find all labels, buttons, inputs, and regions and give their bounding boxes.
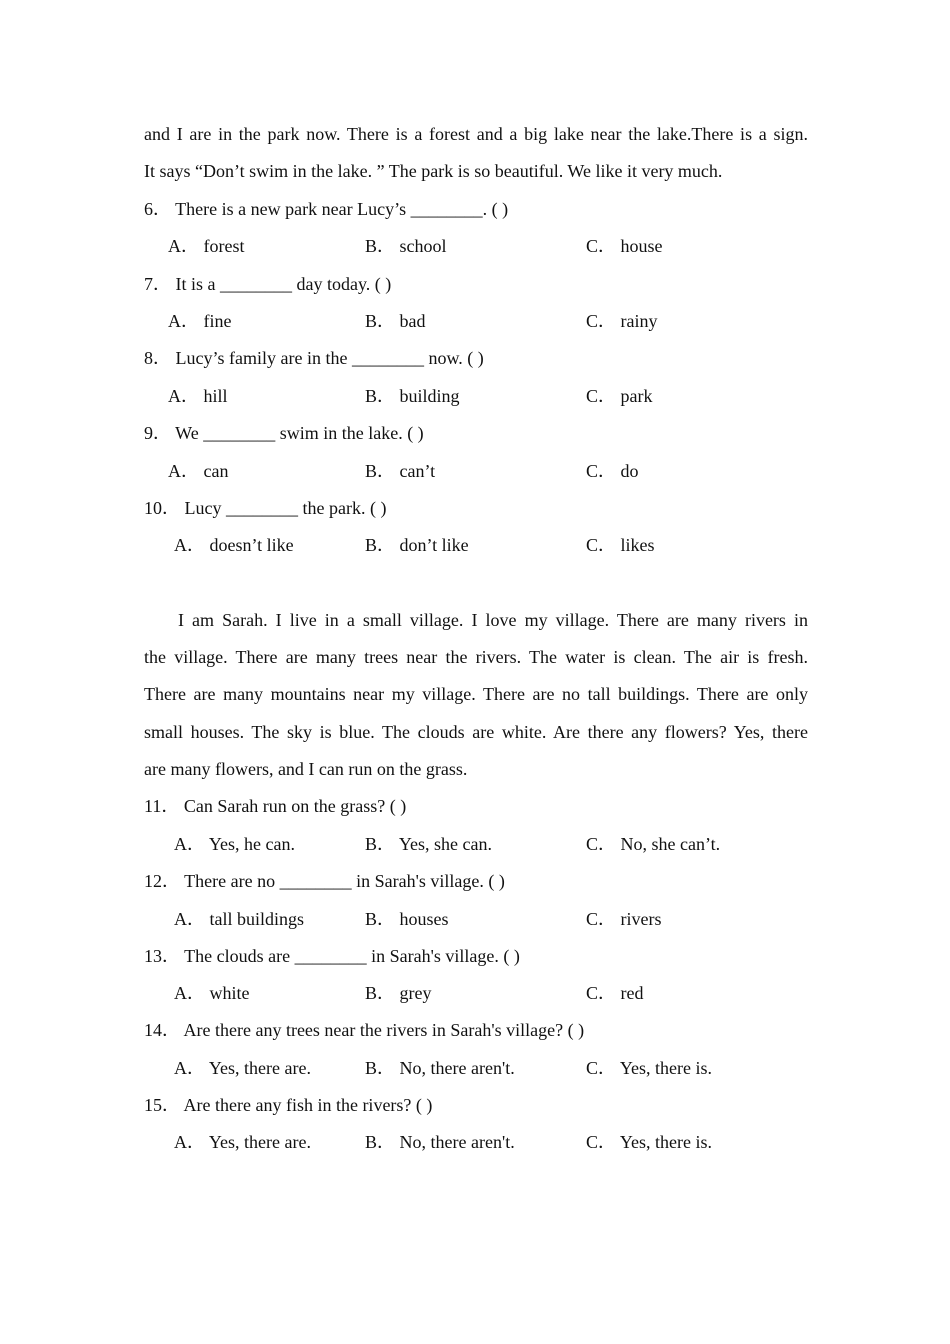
question-10: 10． Lucy ________ the park. ( ) <box>144 498 387 518</box>
question-14-option-b: B． No, there aren't. <box>365 1058 515 1078</box>
question-15: 15． Are there any fish in the rivers? ( ) <box>144 1095 433 1115</box>
passage2-line: the village. There are many trees near the rivers. The water is clean. The air is fresh. <box>144 647 808 667</box>
question-7-option-c: C． rainy <box>586 311 658 331</box>
question-12-option-b: B． houses <box>365 909 449 929</box>
passage1-line: It says “Don’t swim in the lake. ” The park is so beautiful. We like it very much. <box>144 161 723 181</box>
question-13-option-c: C． red <box>586 983 644 1003</box>
question-14-option-a: A． Yes, there are. <box>174 1058 311 1078</box>
question-9: 9． We ________ swim in the lake. ( ) <box>144 423 424 443</box>
question-9-option-c: C． do <box>586 461 639 481</box>
question-15-option-c: C． Yes, there is. <box>586 1132 713 1152</box>
question-6-option-c: C． house <box>586 236 663 256</box>
question-7: 7． It is a ________ day today. ( ) <box>144 274 392 294</box>
question-10-option-b: B． don’t like <box>365 535 469 555</box>
question-8: 8． Lucy’s family are in the ________ now. ( ) <box>144 348 484 368</box>
question-14: 14． Are there any trees near the rivers in Sarah's village? ( ) <box>144 1020 585 1040</box>
passage2-line: small houses. The sky is blue. The clouds are white. Are there any flowers? Yes, there <box>144 722 808 742</box>
passage2-line: I am Sarah. I live in a small village. I love my village. There are many rivers in <box>178 610 808 630</box>
question-11: 11． Can Sarah run on the grass? ( ) <box>144 796 407 816</box>
question-9-option-b: B． can’t <box>365 461 436 481</box>
question-6-option-b: B． school <box>365 236 447 256</box>
question-7-option-a: A． fine <box>168 311 232 331</box>
question-11-option-b: B． Yes, she can. <box>365 834 493 854</box>
question-11-option-c: C． No, she can’t. <box>586 834 721 854</box>
question-6: 6． There is a new park near Lucy’s ________. ( ) <box>144 199 509 219</box>
question-15-option-a: A． Yes, there are. <box>174 1132 311 1152</box>
question-13-option-a: A． white <box>174 983 250 1003</box>
question-8-option-a: A． hill <box>168 386 228 406</box>
question-15-option-b: B． No, there aren't. <box>365 1132 515 1152</box>
question-12-option-a: A． tall buildings <box>174 909 304 929</box>
question-14-option-c: C． Yes, there is. <box>586 1058 713 1078</box>
question-9-option-a: A． can <box>168 461 229 481</box>
question-13-option-b: B． grey <box>365 983 432 1003</box>
question-6-option-a: A． forest <box>168 236 245 256</box>
question-8-option-c: C． park <box>586 386 653 406</box>
question-7-option-b: B． bad <box>365 311 426 331</box>
question-13: 13． The clouds are ________ in Sarah's village. ( ) <box>144 946 520 966</box>
question-12: 12． There are no ________ in Sarah's village. ( ) <box>144 871 505 891</box>
passage2-line: There are many mountains near my village. There are no tall buildings. There are only <box>144 684 808 704</box>
question-8-option-b: B． building <box>365 386 460 406</box>
question-11-option-a: A． Yes, he can. <box>174 834 295 854</box>
question-12-option-c: C． rivers <box>586 909 662 929</box>
passage2-line: are many flowers, and I can run on the grass. <box>144 759 468 779</box>
passage1-line: and I are in the park now. There is a forest and a big lake near the lake.There is a sign. <box>144 124 808 144</box>
question-10-option-a: A． doesn’t like <box>174 535 294 555</box>
question-10-option-c: C． likes <box>586 535 655 555</box>
